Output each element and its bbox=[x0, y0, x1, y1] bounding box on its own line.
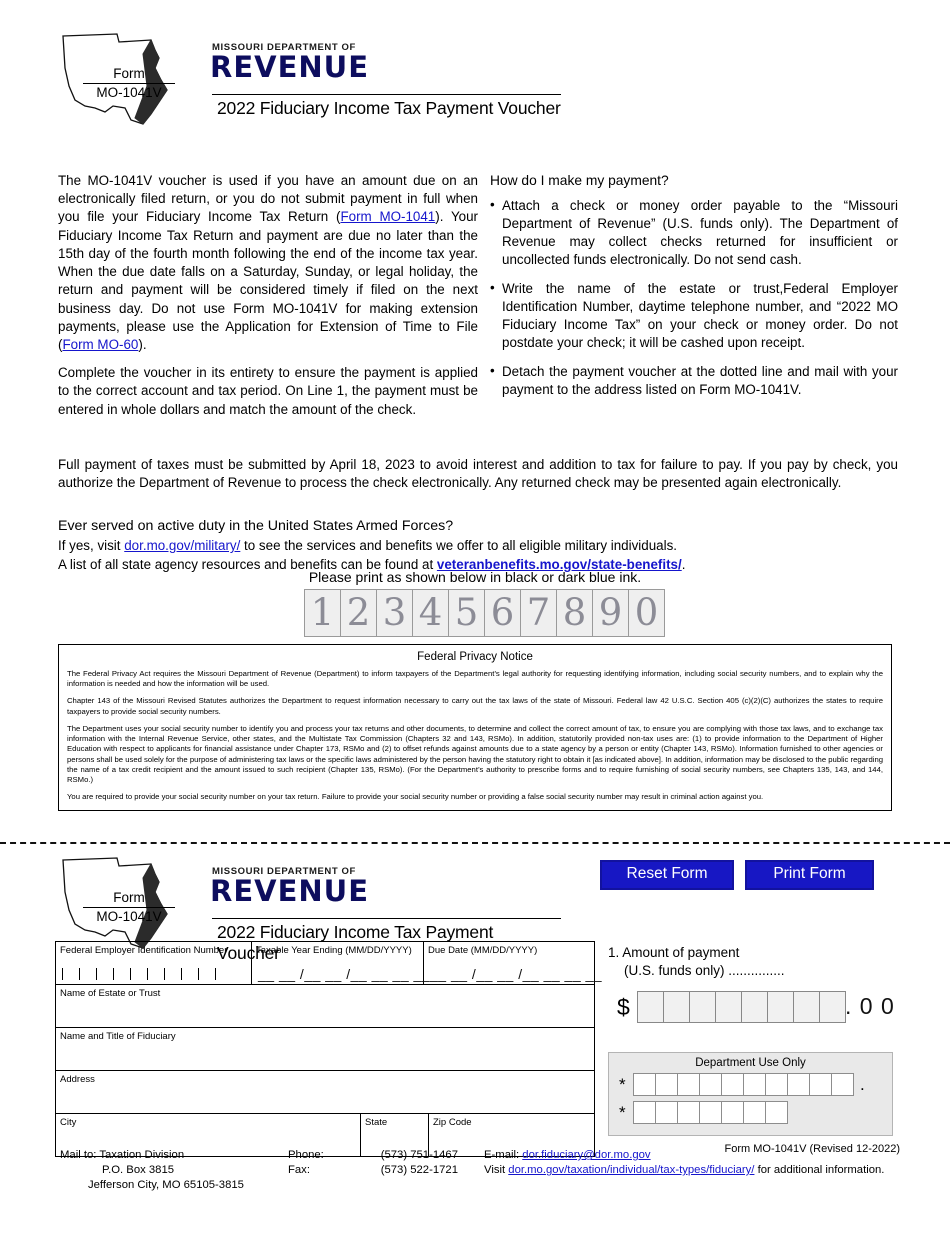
department-use-cells-1[interactable] bbox=[633, 1073, 854, 1096]
form-number: MO-1041V bbox=[83, 83, 175, 102]
department-use-title: Department Use Only bbox=[695, 1057, 806, 1069]
intro-paragraph-2: Complete the voucher in its entirety to ensure the payment is applied to the correct account and tax period. On Line 1, the payment must be entered in whole dollars and match the amount of the check. bbox=[58, 365, 478, 417]
visit-tail: for additional information. bbox=[754, 1164, 885, 1177]
intro-p1-part2: ). Your Fiduciary Income Tax Return and payment are due no later than the 15th day of the fourth month following the end of the income tax year. When the due date falls on a Saturday, Sunday, or legal holiday, the return and payment will be considered timely if filed on the next business day. Do not use Form MO-1041V for making extension payments, please use the Application for Extension of Time to File ( bbox=[58, 209, 479, 352]
payment-question-heading: How do I make my payment? bbox=[490, 173, 669, 188]
privacy-paragraph: Chapter 143 of the Missouri Revised Statutes authorizes the Department to request information necessary to carry out the tax laws of the state of Missouri. Federal law 42 U.S.C. Section 405 (c)(2)(C) authorizes the states to require taxpayers to provide social security numbers. bbox=[67, 696, 883, 716]
taxable-year-ending-field[interactable] bbox=[252, 942, 431, 984]
list-item: • Attach a check or money order payable to the “Missouri Department of Revenue” (U.S. funds only). The Department of Revenue may collect checks returned for insufficient or uncollected funds electronically. Do not send cash. bbox=[490, 197, 898, 270]
table-row bbox=[56, 942, 603, 985]
full-payment-paragraph: Full payment of taxes must be submitted by April 18, 2023 to avoid interest and addition to tax for failure to pay. If you pay by check, you authorize the Department of Revenue to process the check electronically. Any returned check may be presented again electronically. bbox=[58, 457, 898, 491]
amount-line-number: 1. bbox=[608, 945, 620, 960]
privacy-paragraph: The Department uses your social security number to identify you and process your tax returns and other documents, to determine and collect the correct amount of tax, to ensure you are complying with those tax laws, and to exchange tax information with the Internal Revenue Service, other states, and the Multistate Tax Commission (Chapters 32 and 143, RSMo). In addition, statutorily provided non-tax uses are: (1) to provide information to the Department of Higher Education with respect to applicants for financial assistance under Chapter 173, RSMo and (2) to offset refunds against amounts due to a state agency by a person or entity (Chapter 143, RSMo). Information furnished to other agencies or persons shall be used solely for the purpose of administering tax laws or the specific laws administered by the person having the statutory right to obtain it [as indicated above]. In addition, information may be disclosed to the public regarding the name of a tax credit recipient and the amount issued to such recipient (Chapter 135, RSMo). (For the Department’s authority to prescribe forms and to require furnishing of social security numbers, see Chapters 135, 143, and 144, RSMo.) bbox=[67, 723, 883, 785]
sample-digit: 4 bbox=[413, 590, 449, 636]
intro-paragraph-1 bbox=[58, 172, 478, 354]
voucher-agency-logo bbox=[160, 866, 560, 906]
federal-privacy-notice bbox=[58, 644, 892, 811]
department-use-cells-2[interactable] bbox=[633, 1101, 788, 1124]
visit-line bbox=[484, 1163, 904, 1178]
email-link[interactable]: dor.fiduciary@dor.mo.gov bbox=[522, 1149, 651, 1161]
veterans-line2-prefix: A list of all state agency resources and benefits can be found at bbox=[58, 557, 437, 573]
form-action-buttons bbox=[600, 860, 870, 888]
amount-of-payment-label bbox=[608, 944, 785, 979]
privacy-title: Federal Privacy Notice bbox=[417, 651, 533, 663]
fax-value: (573) 522-1721 bbox=[380, 1164, 458, 1177]
state-label: State bbox=[365, 1117, 388, 1128]
reset-form-button[interactable]: Reset Form bbox=[600, 860, 734, 890]
table-row bbox=[56, 1028, 594, 1071]
mail-line-2: P.O. Box 3815 bbox=[102, 1164, 175, 1177]
department-use-row-1 bbox=[619, 1073, 892, 1096]
department-use-row-2 bbox=[619, 1101, 892, 1124]
fiduciary-name-field[interactable] bbox=[56, 1028, 594, 1070]
website-link[interactable]: dor.mo.gov/taxation/individual/tax-types/fiduciary/ bbox=[508, 1164, 755, 1177]
veteran-benefits-link[interactable]: veteranbenefits.mo.gov/state-benefits/ bbox=[436, 557, 682, 573]
mail-line-1: Mail to: Taxation Division bbox=[60, 1149, 185, 1161]
fein-tick-marks bbox=[62, 968, 216, 980]
veterans-block bbox=[58, 516, 898, 574]
veterans-line2-suffix: . bbox=[681, 557, 686, 573]
city-label: City bbox=[60, 1117, 77, 1128]
voucher-page-title: 2022 Fiduciary Income Tax Payment Voucher bbox=[217, 922, 494, 963]
due-date-value: __ __ /__ __ /__ __ __ __ bbox=[430, 966, 603, 982]
left-column bbox=[58, 172, 478, 429]
amount-input-boxes[interactable] bbox=[637, 991, 846, 1023]
amount-sub-label: (U.S. funds only) ............... bbox=[624, 962, 785, 978]
list-item: • Write the name of the estate or trust,Federal Employer Identification Number, daytime telephone number, and “2022 MO Fiduciary Income Tax” on your check or money order. Do not postdate your check; it will be cashed upon receipt. bbox=[490, 280, 898, 353]
due-date-field[interactable] bbox=[424, 942, 603, 984]
phone-fax-values bbox=[348, 1148, 458, 1178]
agency-name-small: MISSOURI DEPARTMENT OF bbox=[212, 866, 356, 877]
taxable-year-value: __ __ /__ __ /__ __ __ __ bbox=[258, 966, 431, 982]
mail-line-3: Jefferson City, MO 65105-3815 bbox=[88, 1179, 244, 1192]
fax-label: Fax: bbox=[288, 1164, 310, 1177]
veterans-heading: Ever served on active duty in the United States Armed Forces? bbox=[58, 518, 454, 534]
agency-name-large: REVENUE bbox=[210, 50, 370, 84]
payment-bullet-list bbox=[490, 197, 898, 399]
sample-digit: 8 bbox=[557, 590, 593, 636]
sample-digit: 2 bbox=[341, 590, 377, 636]
military-link[interactable]: dor.mo.gov/military/ bbox=[124, 538, 241, 554]
title-rule bbox=[212, 94, 561, 95]
sample-digit: 9 bbox=[593, 590, 629, 636]
fiduciary-label: Name and Title of Fiduciary bbox=[60, 1031, 176, 1042]
veterans-line-1 bbox=[58, 536, 898, 555]
estate-label: Name of Estate or Trust bbox=[60, 988, 161, 999]
sample-digits-strip bbox=[304, 589, 665, 637]
list-item: • Detach the payment voucher at the dotted line and mail with your payment to the address listed on Form MO-1041V. bbox=[490, 363, 898, 399]
mailing-address bbox=[60, 1148, 290, 1193]
amount-cents: . 0 0 bbox=[845, 993, 895, 1019]
fein-label: Federal Employer Identification Number bbox=[60, 945, 228, 956]
visit-label: Visit bbox=[484, 1164, 509, 1177]
agency-logo bbox=[160, 42, 560, 82]
phone-fax-labels bbox=[288, 1148, 348, 1178]
zip-label: Zip Code bbox=[433, 1117, 472, 1128]
right-column bbox=[490, 172, 898, 409]
veterans-line1-suffix: to see the services and benefits we offer to all eligible military individuals. bbox=[240, 538, 677, 554]
privacy-paragraph: The Federal Privacy Act requires the Missouri Department of Revenue (Department) to inform taxpayers of the Department’s legal authority for requesting identifying information, including social security numbers, and to explain why the information is needed and how the information will be used. bbox=[67, 669, 883, 689]
document-page bbox=[0, 28, 950, 1258]
table-row bbox=[56, 985, 594, 1028]
sample-digit: 1 bbox=[305, 590, 341, 636]
form-mo-1041-link[interactable]: Form MO-1041 bbox=[340, 209, 436, 225]
sample-digit: 7 bbox=[521, 590, 557, 636]
print-form-button[interactable]: Print Form bbox=[745, 860, 874, 890]
decimal-point: . bbox=[860, 1074, 865, 1094]
email-label: E-mail: bbox=[484, 1149, 520, 1161]
address-label: Address bbox=[60, 1074, 95, 1085]
sample-digit: 5 bbox=[449, 590, 485, 636]
asterisk-icon: * bbox=[619, 1102, 626, 1122]
form-mo-60-link[interactable]: Form MO-60 bbox=[62, 336, 139, 352]
sample-digit: 6 bbox=[485, 590, 521, 636]
amount-line-label: Amount of payment bbox=[622, 945, 740, 960]
privacy-paragraph: You are required to provide your social security number on your tax return. Failure to provide your social security number or providing a false social security number may result in criminal action against you. bbox=[67, 792, 764, 802]
intro-p1-part1: The MO-1041V voucher is used if you have an amount due on an electronically filed return, or you do not submit payment in full when you file your Fiduciary Income Tax Return ( bbox=[58, 173, 478, 225]
form-word: Form bbox=[113, 890, 145, 905]
print-instruction: Please print as shown below in black or dark blue ink. bbox=[308, 569, 642, 585]
address-field[interactable] bbox=[56, 1071, 594, 1113]
page-title: 2022 Fiduciary Income Tax Payment Voucher bbox=[217, 98, 561, 118]
form-word: Form bbox=[113, 66, 145, 81]
veterans-line1-prefix: If yes, visit bbox=[58, 538, 125, 554]
estate-or-trust-field[interactable] bbox=[56, 985, 594, 1027]
sample-digit: 0 bbox=[634, 591, 659, 634]
phone-label: Phone: bbox=[288, 1149, 324, 1161]
table-row bbox=[56, 1071, 594, 1114]
agency-name-small: MISSOURI DEPARTMENT OF bbox=[212, 42, 356, 53]
due-date-label: Due Date (MM/DD/YYYY) bbox=[428, 945, 538, 956]
asterisk-icon: * bbox=[619, 1074, 626, 1094]
phone-value: (573) 751-1467 bbox=[380, 1149, 458, 1161]
form-revision: Form MO-1041V (Revised 12-2022) bbox=[724, 1143, 900, 1155]
intro-p1-part3: ). bbox=[138, 336, 147, 352]
fein-field[interactable] bbox=[56, 942, 252, 984]
tear-line bbox=[0, 842, 950, 844]
document-header bbox=[55, 28, 905, 116]
dollar-sign: $ bbox=[617, 994, 630, 1020]
sample-digit: 3 bbox=[377, 590, 413, 636]
taxable-year-label: Taxable Year Ending (MM/DD/YYYY) bbox=[256, 945, 412, 956]
department-use-only-block bbox=[608, 1052, 893, 1136]
agency-name-large: REVENUE bbox=[210, 874, 370, 908]
form-number: MO-1041V bbox=[83, 907, 175, 926]
voucher-title-rule bbox=[212, 918, 561, 919]
voucher-form-table bbox=[55, 941, 603, 1157]
